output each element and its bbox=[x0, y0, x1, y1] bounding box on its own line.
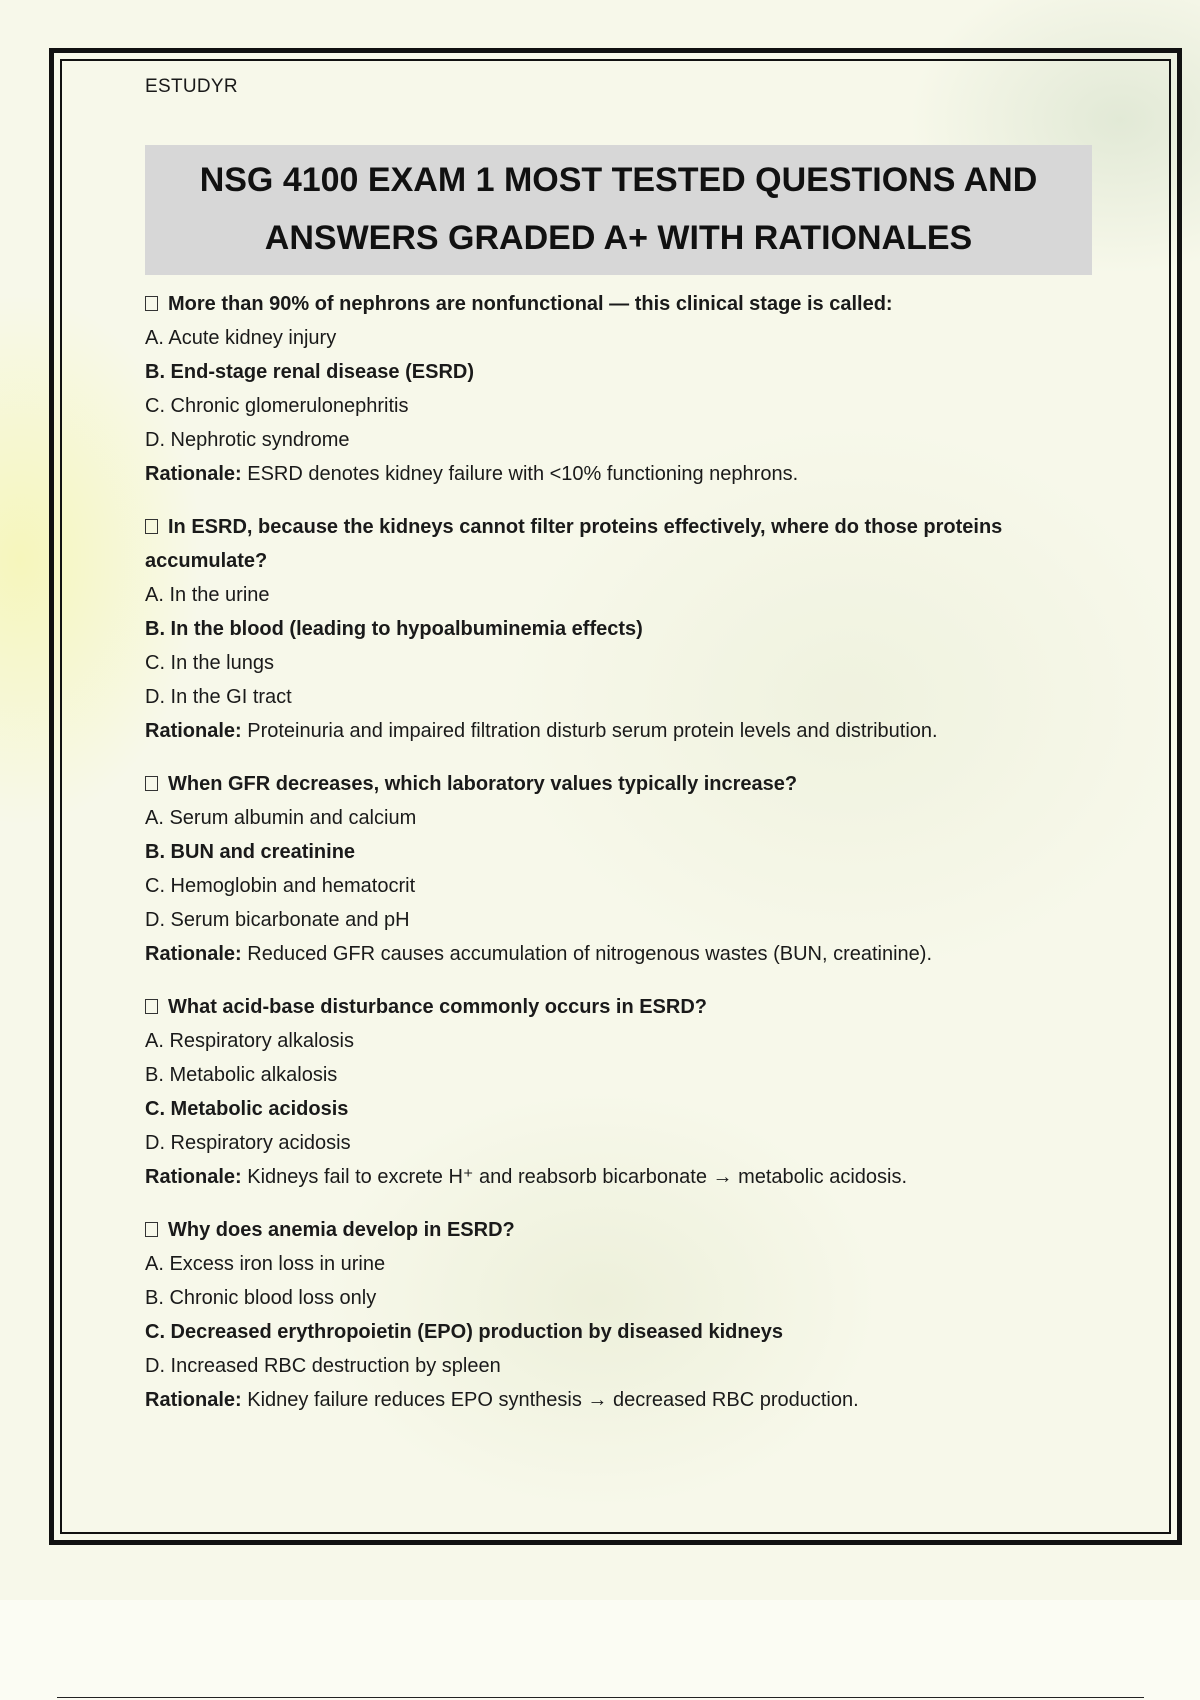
rationale-text: ESRD denotes kidney failure with <10% functioning nephrons. bbox=[247, 463, 799, 485]
rationale-text: Reduced GFR causes accumulation of nitrogenous wastes (BUN, creatinine). bbox=[247, 943, 933, 965]
rationale bbox=[145, 1383, 1090, 1417]
answer-option: A. In the urine bbox=[145, 584, 270, 606]
box-glyph-icon bbox=[145, 999, 158, 1014]
question-text bbox=[145, 1213, 1090, 1247]
question-text bbox=[145, 767, 1090, 801]
rationale-label: Rationale: bbox=[145, 720, 242, 742]
answer-option: D. In the GI tract bbox=[145, 686, 292, 708]
rationale bbox=[145, 937, 1090, 971]
question-label: More than 90% of nephrons are nonfunctional — this clinical stage is called: bbox=[168, 293, 893, 315]
box-glyph-icon bbox=[145, 519, 158, 534]
answer-option: A. Excess iron loss in urine bbox=[145, 1253, 386, 1275]
question-block bbox=[145, 287, 1090, 491]
rationale-label: Rationale: bbox=[145, 463, 242, 485]
question-label: When GFR decreases, which laboratory values typically increase? bbox=[168, 773, 798, 795]
title-line-2: ANSWERS GRADED A+ WITH RATIONALES bbox=[264, 219, 973, 257]
document-content bbox=[145, 72, 1090, 1436]
correct-answer-option: B. End-stage renal disease (ESRD) bbox=[145, 361, 474, 383]
rationale-label: Rationale: bbox=[145, 1166, 242, 1188]
answer-option: B. Metabolic alkalosis bbox=[145, 1064, 338, 1086]
answer-option: B. Chronic blood loss only bbox=[145, 1287, 377, 1309]
question-list bbox=[145, 287, 1090, 1417]
question-block bbox=[145, 990, 1090, 1194]
question-text bbox=[145, 287, 1090, 321]
rationale bbox=[145, 714, 1090, 748]
question-label: What acid-base disturbance commonly occurs in ESRD? bbox=[168, 996, 708, 1018]
answer-option: A. Respiratory alkalosis bbox=[145, 1030, 354, 1052]
rationale-text: Kidney failure reduces EPO synthesis → decreased RBC production. bbox=[247, 1389, 859, 1411]
rationale-label: Rationale: bbox=[145, 1389, 242, 1411]
answer-option: A. Acute kidney injury bbox=[145, 327, 337, 349]
answer-option: A. Serum albumin and calcium bbox=[145, 807, 417, 829]
answer-option: C. Hemoglobin and hematocrit bbox=[145, 875, 416, 897]
answer-option: D. Respiratory acidosis bbox=[145, 1132, 351, 1154]
answer-option: C. Chronic glomerulonephritis bbox=[145, 395, 409, 417]
question-text bbox=[145, 510, 1090, 578]
rationale-text: Proteinuria and impaired filtration disturb serum protein levels and distribution. bbox=[247, 720, 938, 742]
answer-option: D. Serum bicarbonate and pH bbox=[145, 909, 410, 931]
footer-divider bbox=[57, 1697, 1144, 1698]
question-label: Why does anemia develop in ESRD? bbox=[168, 1219, 515, 1241]
box-glyph-icon bbox=[145, 296, 158, 311]
rationale bbox=[145, 1160, 1090, 1194]
title-line-1: NSG 4100 EXAM 1 MOST TESTED QUESTIONS AND bbox=[199, 161, 1038, 199]
box-glyph-icon bbox=[145, 1222, 158, 1237]
rationale-label: Rationale: bbox=[145, 943, 242, 965]
answer-option: D. Increased RBC destruction by spleen bbox=[145, 1355, 501, 1377]
title-banner bbox=[145, 145, 1092, 275]
rationale bbox=[145, 457, 1090, 491]
correct-answer-option: B. BUN and creatinine bbox=[145, 841, 356, 863]
correct-answer-option: C. Decreased erythropoietin (EPO) production by diseased kidneys bbox=[145, 1321, 783, 1343]
question-block bbox=[145, 510, 1090, 748]
question-block bbox=[145, 1213, 1090, 1417]
correct-answer-option: C. Metabolic acidosis bbox=[145, 1098, 349, 1120]
question-label: In ESRD, because the kidneys cannot filter proteins effectively, where do those proteins accumulate? bbox=[145, 516, 1003, 572]
question-text bbox=[145, 990, 1090, 1024]
answer-option: C. In the lungs bbox=[145, 652, 274, 674]
box-glyph-icon bbox=[145, 776, 158, 791]
answer-option: D. Nephrotic syndrome bbox=[145, 429, 350, 451]
question-block bbox=[145, 767, 1090, 971]
brand-label: ESTUDYR bbox=[145, 76, 238, 97]
correct-answer-option: B. In the blood (leading to hypoalbuminemia effects) bbox=[145, 618, 643, 640]
rationale-text: Kidneys fail to excrete H⁺ and reabsorb bicarbonate → metabolic acidosis. bbox=[247, 1166, 908, 1188]
